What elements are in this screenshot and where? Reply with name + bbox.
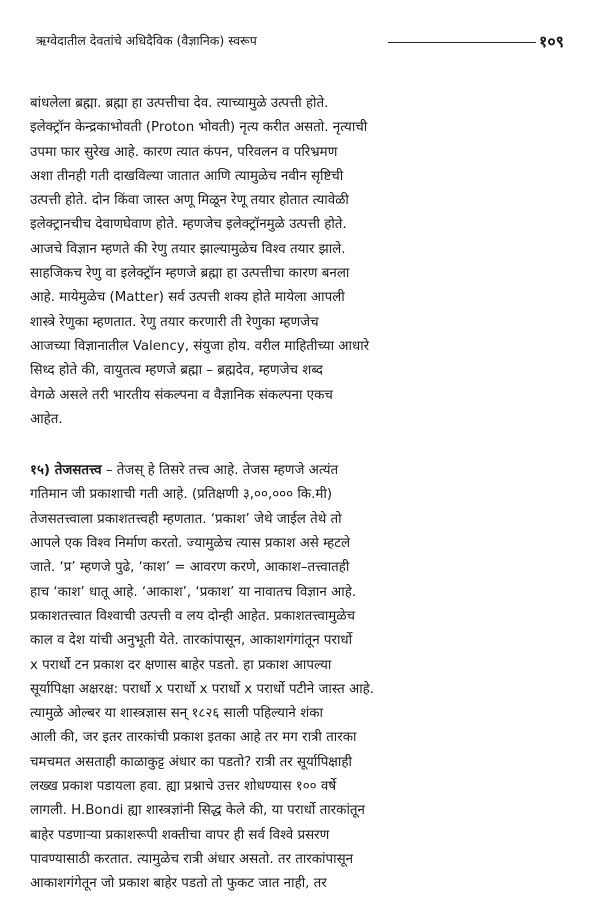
- text-line: आहेत.: [30, 411, 63, 427]
- text-line: अशा तीनही गती दाखविल्या जातात आणि त्यामुळेच नवीन सृष्टिची: [30, 168, 344, 184]
- text-line: आकाशगंगेतून जो प्रकाश बाहेर पडतो तो फुकट जात नाही, तर: [30, 876, 327, 892]
- text-line: सिध्द होते की, वायुतत्व म्हणजे ब्रह्मा – ब्रह्मदेव, म्हणजेच शब्द: [30, 363, 323, 379]
- body-text: [30, 92, 562, 897]
- text-line: लागली. H.Bondi ह्या शास्त्रज्ञांनी सिद्ध केले की, या परार्धो तारकांतून: [30, 803, 365, 819]
- text-line: आली की, जर इतर तारकांची प्रकाश इतका आहे तर मग रात्री तारका: [30, 730, 357, 746]
- text-line: लख्ख प्रकाश पडायला हवा. ह्या प्रश्नाचे उत्तर शोधण्यास १०० वर्षे: [30, 779, 337, 795]
- text-line: बाहेर पडणाऱ्या प्रकाशरूपी शक्तीचा वापर ही सर्व विश्वे प्रसरण: [30, 827, 330, 843]
- section-first-line-text: – तेजस् हे तिसरे तत्त्व आहे. तेजस म्हणजे अत्यंत: [101, 463, 339, 479]
- text-line: बांधलेला ब्रह्मा. ब्रह्मा हा उत्पत्तीचा देव. त्याच्यामुळे उत्पत्ती होते.: [30, 96, 329, 111]
- text-line: उत्पत्ती होते. दोन किंवा जास्त अणू मिळून रेणू तयार होतात त्यावेळी: [30, 193, 349, 209]
- text-line: गतिमान जी प्रकाशाची गती आहे. (प्रतिक्षणी ३,००,००० कि.मी): [30, 487, 333, 503]
- text-line: वेगळे असले तरी भारतीय संकल्पना व वैज्ञानिक संकल्पना एकच: [30, 387, 333, 403]
- text-line: आहे. मायेमुळेच (Matter) सर्व उत्पत्ती शक्य होते मायेला आपली: [30, 290, 345, 306]
- text-line: त्यामुळे ओल्बर या शास्त्रज्ञास सन् १८२६ साली पहिल्याने शंका: [30, 706, 323, 722]
- text-line: तेजसतत्त्वाला प्रकाशतत्त्वही म्हणतात. ‘प्रकाश’ जेथे जाईल तेथे तो: [30, 511, 342, 527]
- header-rule: [388, 42, 536, 43]
- text-line: इलेक्ट्रानचीच देवाणघेवाण होते. म्हणजेच इलेक्ट्रॉनमुळे उत्पत्ती होते.: [30, 217, 347, 233]
- text-line: [30, 459, 562, 483]
- page-number: १०९: [539, 32, 564, 51]
- text-line: साहजिकच रेणु वा इलेक्ट्रॉन म्हणजे ब्रह्मा हा उत्पत्तीचा कारण बनला: [30, 266, 350, 282]
- paragraph: [30, 92, 562, 432]
- text-line: प्रकाशतत्त्वात विश्वाची उत्पत्ती व लय दोन्ही आहेत. प्रकाशतत्त्वामुळेच: [30, 608, 355, 624]
- text-line: उपमा फार सुरेख आहे. कारण त्यात कंपन, परिवलन व परिभ्रमण: [30, 144, 338, 160]
- section-heading: १५) तेजसतत्त्व: [30, 463, 102, 479]
- text-line: हाच ‘काश’ धातू आहे. ‘आकाश’, ‘प्रकाश’ या नावातच विज्ञान आहे.: [30, 584, 357, 600]
- text-line: आजच्या विज्ञानातील Valency, संयुजा होय. वरील माहितीच्या आधारे: [30, 338, 370, 354]
- running-header: [36, 30, 564, 54]
- text-line: इलेक्ट्रॉन केन्द्रकाभोवती (Proton भोवती) नृत्य करीत असतो. नृत्याची: [30, 120, 368, 136]
- running-header-title: ऋग्वेदातील देवतांचे अधिदैविक (वैज्ञानिक) स्वरूप: [36, 33, 257, 48]
- text-line: सूर्यापिक्षा अक्षरक्ष: परार्धो x परार्धो x परार्धो x परार्धो पटीने जास्त आहे.: [30, 681, 375, 697]
- text-line: पावण्यासाठी करतात. त्यामुळेच रात्री अंधार असतो. तर तारकांपासून: [30, 851, 354, 867]
- text-line: चमचमत असताही काळाकुट्ट अंधार का पडतो? रात्री तर सूर्यापिक्षाही: [30, 754, 352, 770]
- text-line: आजचे विज्ञान म्हणते की रेणु तयार झाल्यामुळेच विश्व तयार झाले.: [30, 241, 346, 257]
- paragraph: [30, 459, 562, 896]
- text-line: जाते. ‘प्र’ म्हणजे पुढे, ‘काश’ = आवरण करणे, आकाश–तत्त्वातही: [30, 560, 350, 576]
- text-line: काल व देश यांची अनुभूती येते. तारकांपासून, आकाशगंगांतून परार्धो: [30, 633, 353, 649]
- text-line: शास्त्रे रेणुका म्हणतात. रेणु तयार करणारी ती रेणुका म्हणजेच: [30, 314, 319, 330]
- text-line: आपले एक विश्व निर्माण करतो. ज्यामुळेच त्यास प्रकाश असे म्हटले: [30, 536, 351, 552]
- text-line: x परार्धो टन प्रकाश दर क्षणास बाहेर पडतो. हा प्रकाश आपल्या: [30, 657, 332, 673]
